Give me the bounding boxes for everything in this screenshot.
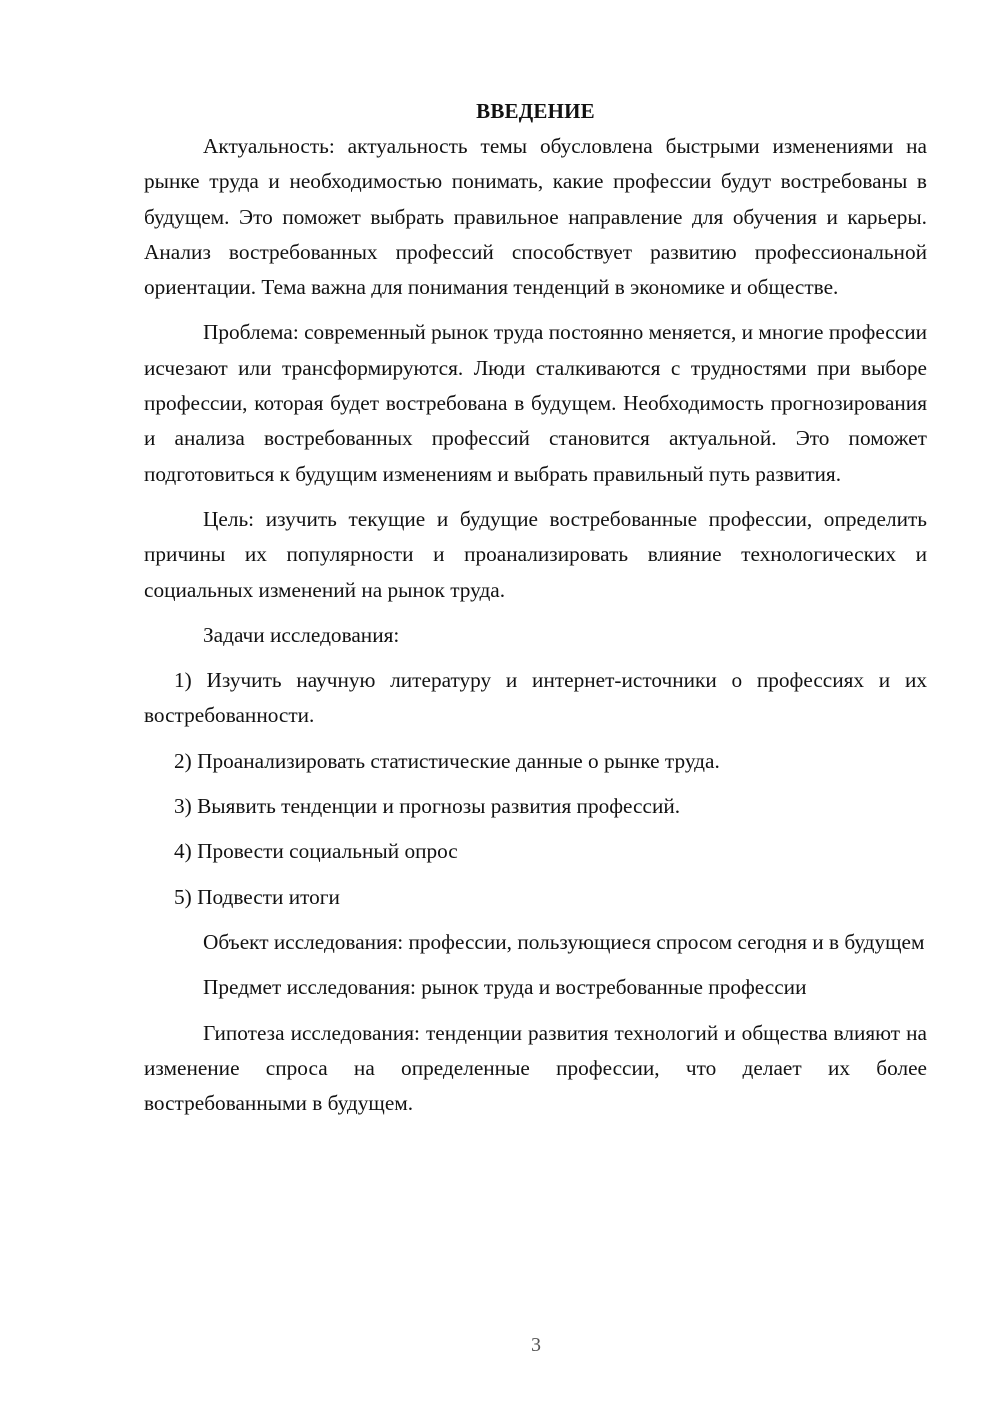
paragraph-object: Объект исследования: профессии, пользующиеся спросом сегодня и в будущем [203,929,925,954]
list-item: 5) Подвести итоги [174,884,340,909]
list-item: 2) Проанализировать статистические данные о рынке труда. [174,748,720,773]
paragraph-tasks-heading: Задачи исследования: [203,622,400,647]
paragraph-relevance: Актуальность: актуальность темы обусловлена быстрыми изменениями на рынке труда и необходимостью понимать, какие профессии будут востребованы в будущем. Это поможет выбрать правильное направление для обучения и карьеры. Анализ востребованных профессий способствует развитию профессиональной ориентации. Тема важна для понимания тенденций в экономике и обществе. [144,134,927,300]
paragraph-subject: Предмет исследования: рынок труда и востребованные профессии [203,975,807,1000]
list-item: 3) Выявить тенденции и прогнозы развития профессий. [174,794,681,819]
document-page [144,94,927,1131]
page-number: 3 [531,1334,541,1356]
paragraph-hypothesis: Гипотеза исследования: тенденции развития технологий и общества влияют на изменение спроса на определенные профессии, что делает их более востребованными в будущем. [144,1020,927,1116]
paragraph-problem: Проблема: современный рынок труда постоянно меняется, и многие профессии исчезают или трансформируются. Люди сталкиваются с трудностями при выборе профессии, которая будет востребована в будущем. Необходимость прогнозирования и анализа востребованных профессий становится актуальной. Это поможет подготовиться к будущим изменениям и выбрать правильный путь развития. [144,320,927,486]
list-item: 1) Изучить научную литературу и интернет-источники о профессиях и их востребованности. [144,668,927,728]
tasks-list [144,663,927,915]
list-item: 4) Провести социальный опрос [174,839,458,864]
section-title: ВВЕДЕНИЕ [476,99,595,123]
paragraph-goal: Цель: изучить текущие и будущие востребованные профессии, определить причины их популярности и проанализировать влияние технологических и социальных изменений на рынок труда. [144,506,927,602]
